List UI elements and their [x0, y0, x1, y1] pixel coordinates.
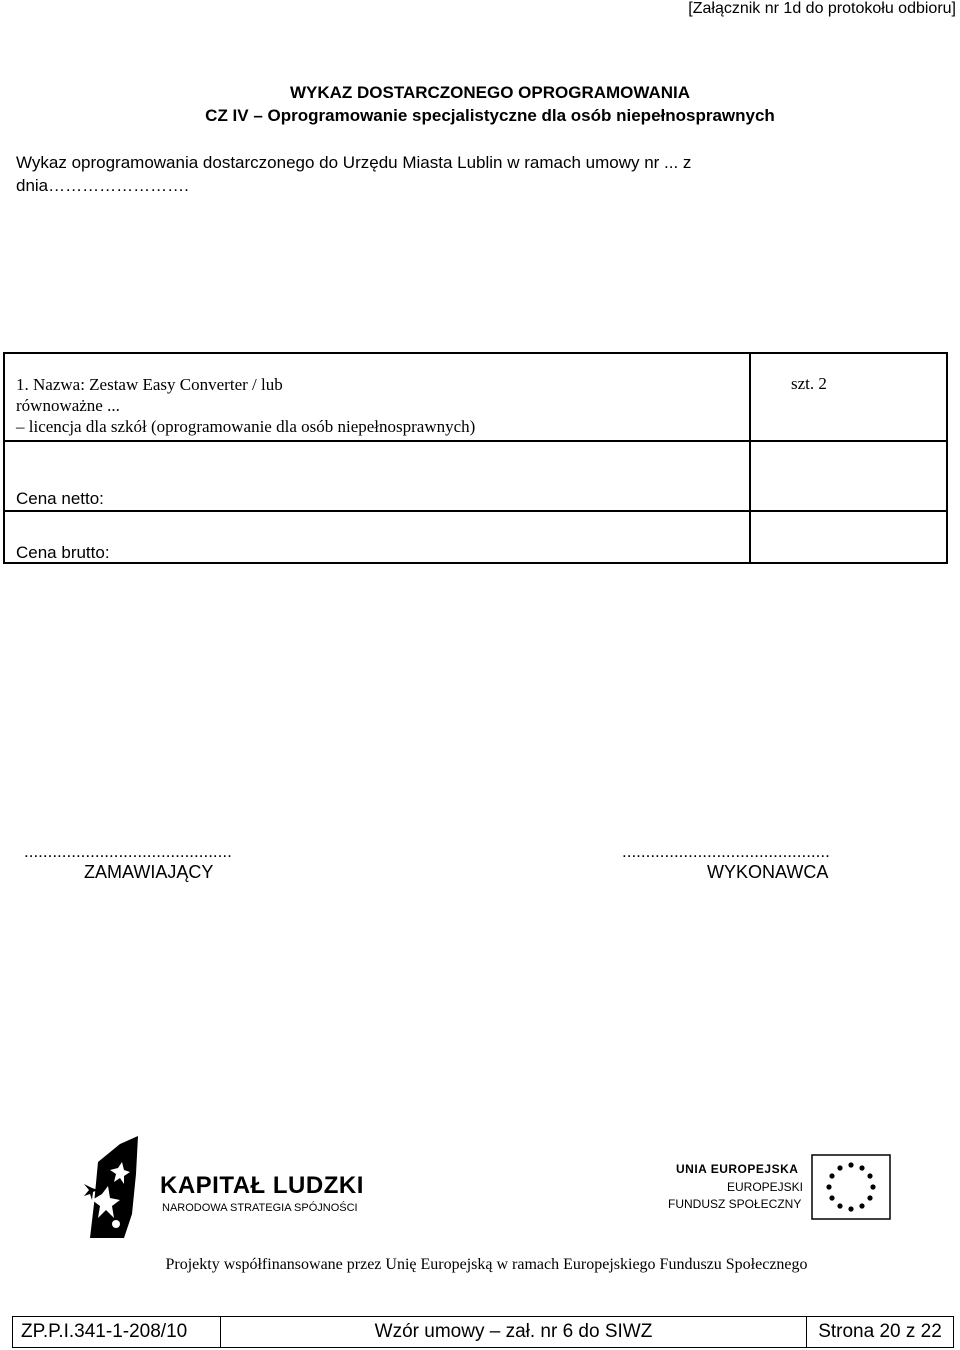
item-name-line-3: – licencja dla szkół (oprogramowanie dla osób niepełnosprawnych)	[16, 417, 476, 436]
eu-logo-line-3: FUNDUSZ SPOŁECZNY	[668, 1197, 802, 1211]
page-footer	[12, 1316, 954, 1348]
customer-signature-label: ZAMAWIAJĄCY	[84, 862, 214, 882]
item-quantity: szt. 2	[791, 374, 827, 393]
kapital-ludzki-subtitle: NARODOWA STRATEGIA SPÓJNOŚCI	[162, 1202, 358, 1214]
intro-text	[16, 151, 960, 197]
eu-logo-line-1: UNIA EUROPEJSKA	[676, 1162, 799, 1176]
item-table	[3, 352, 948, 564]
footer-document-number: ZP.P.I.341-1-208/10	[13, 1317, 221, 1347]
table-row-divider	[5, 510, 946, 512]
eu-logo-line-2: EUROPEJSKI	[727, 1180, 804, 1194]
item-name-line-2: równoważne ...	[16, 396, 120, 415]
footer-page-info: Strona 20 z 22	[818, 1321, 942, 1342]
item-name-cell	[16, 374, 475, 437]
gross-price-label: Cena brutto:	[16, 543, 110, 562]
kapital-ludzki-title: KAPITAŁ LUDZKI	[160, 1172, 364, 1199]
footer-document-type: Wzór umowy – zał. nr 6 do SIWZ	[221, 1317, 807, 1347]
intro-line-1: Wykaz oprogramowania dostarczonego do Urzędu Miasta Lublin w ramach umowy nr ... z	[16, 153, 692, 172]
net-price-label: Cena netto:	[16, 489, 104, 508]
customer-signature-line: ............................................	[24, 842, 232, 861]
annex-reference: [Załącznik nr 1d do protokołu odbioru]	[688, 0, 956, 17]
document-title: WYKAZ DOSTARCZONEGO OPROGRAMOWANIA	[289, 83, 691, 102]
contractor-signature-label: WYKONAWCA	[707, 862, 829, 882]
document-subtitle: CZ IV – Oprogramowanie specjalistyczne dla osób niepełnosprawnych	[205, 106, 775, 125]
cofinance-statement: Projekty współfinansowane przez Unię Europejską w ramach Europejskiego Funduszu Społecznego	[165, 1256, 808, 1273]
item-name-line-1: 1. Nazwa: Zestaw Easy Converter / lub	[16, 375, 283, 394]
contractor-signature-line: ............................................	[622, 842, 830, 861]
table-row-divider	[5, 440, 946, 442]
table-column-divider	[749, 354, 751, 562]
intro-line-2: dnia…………………….	[16, 176, 189, 195]
